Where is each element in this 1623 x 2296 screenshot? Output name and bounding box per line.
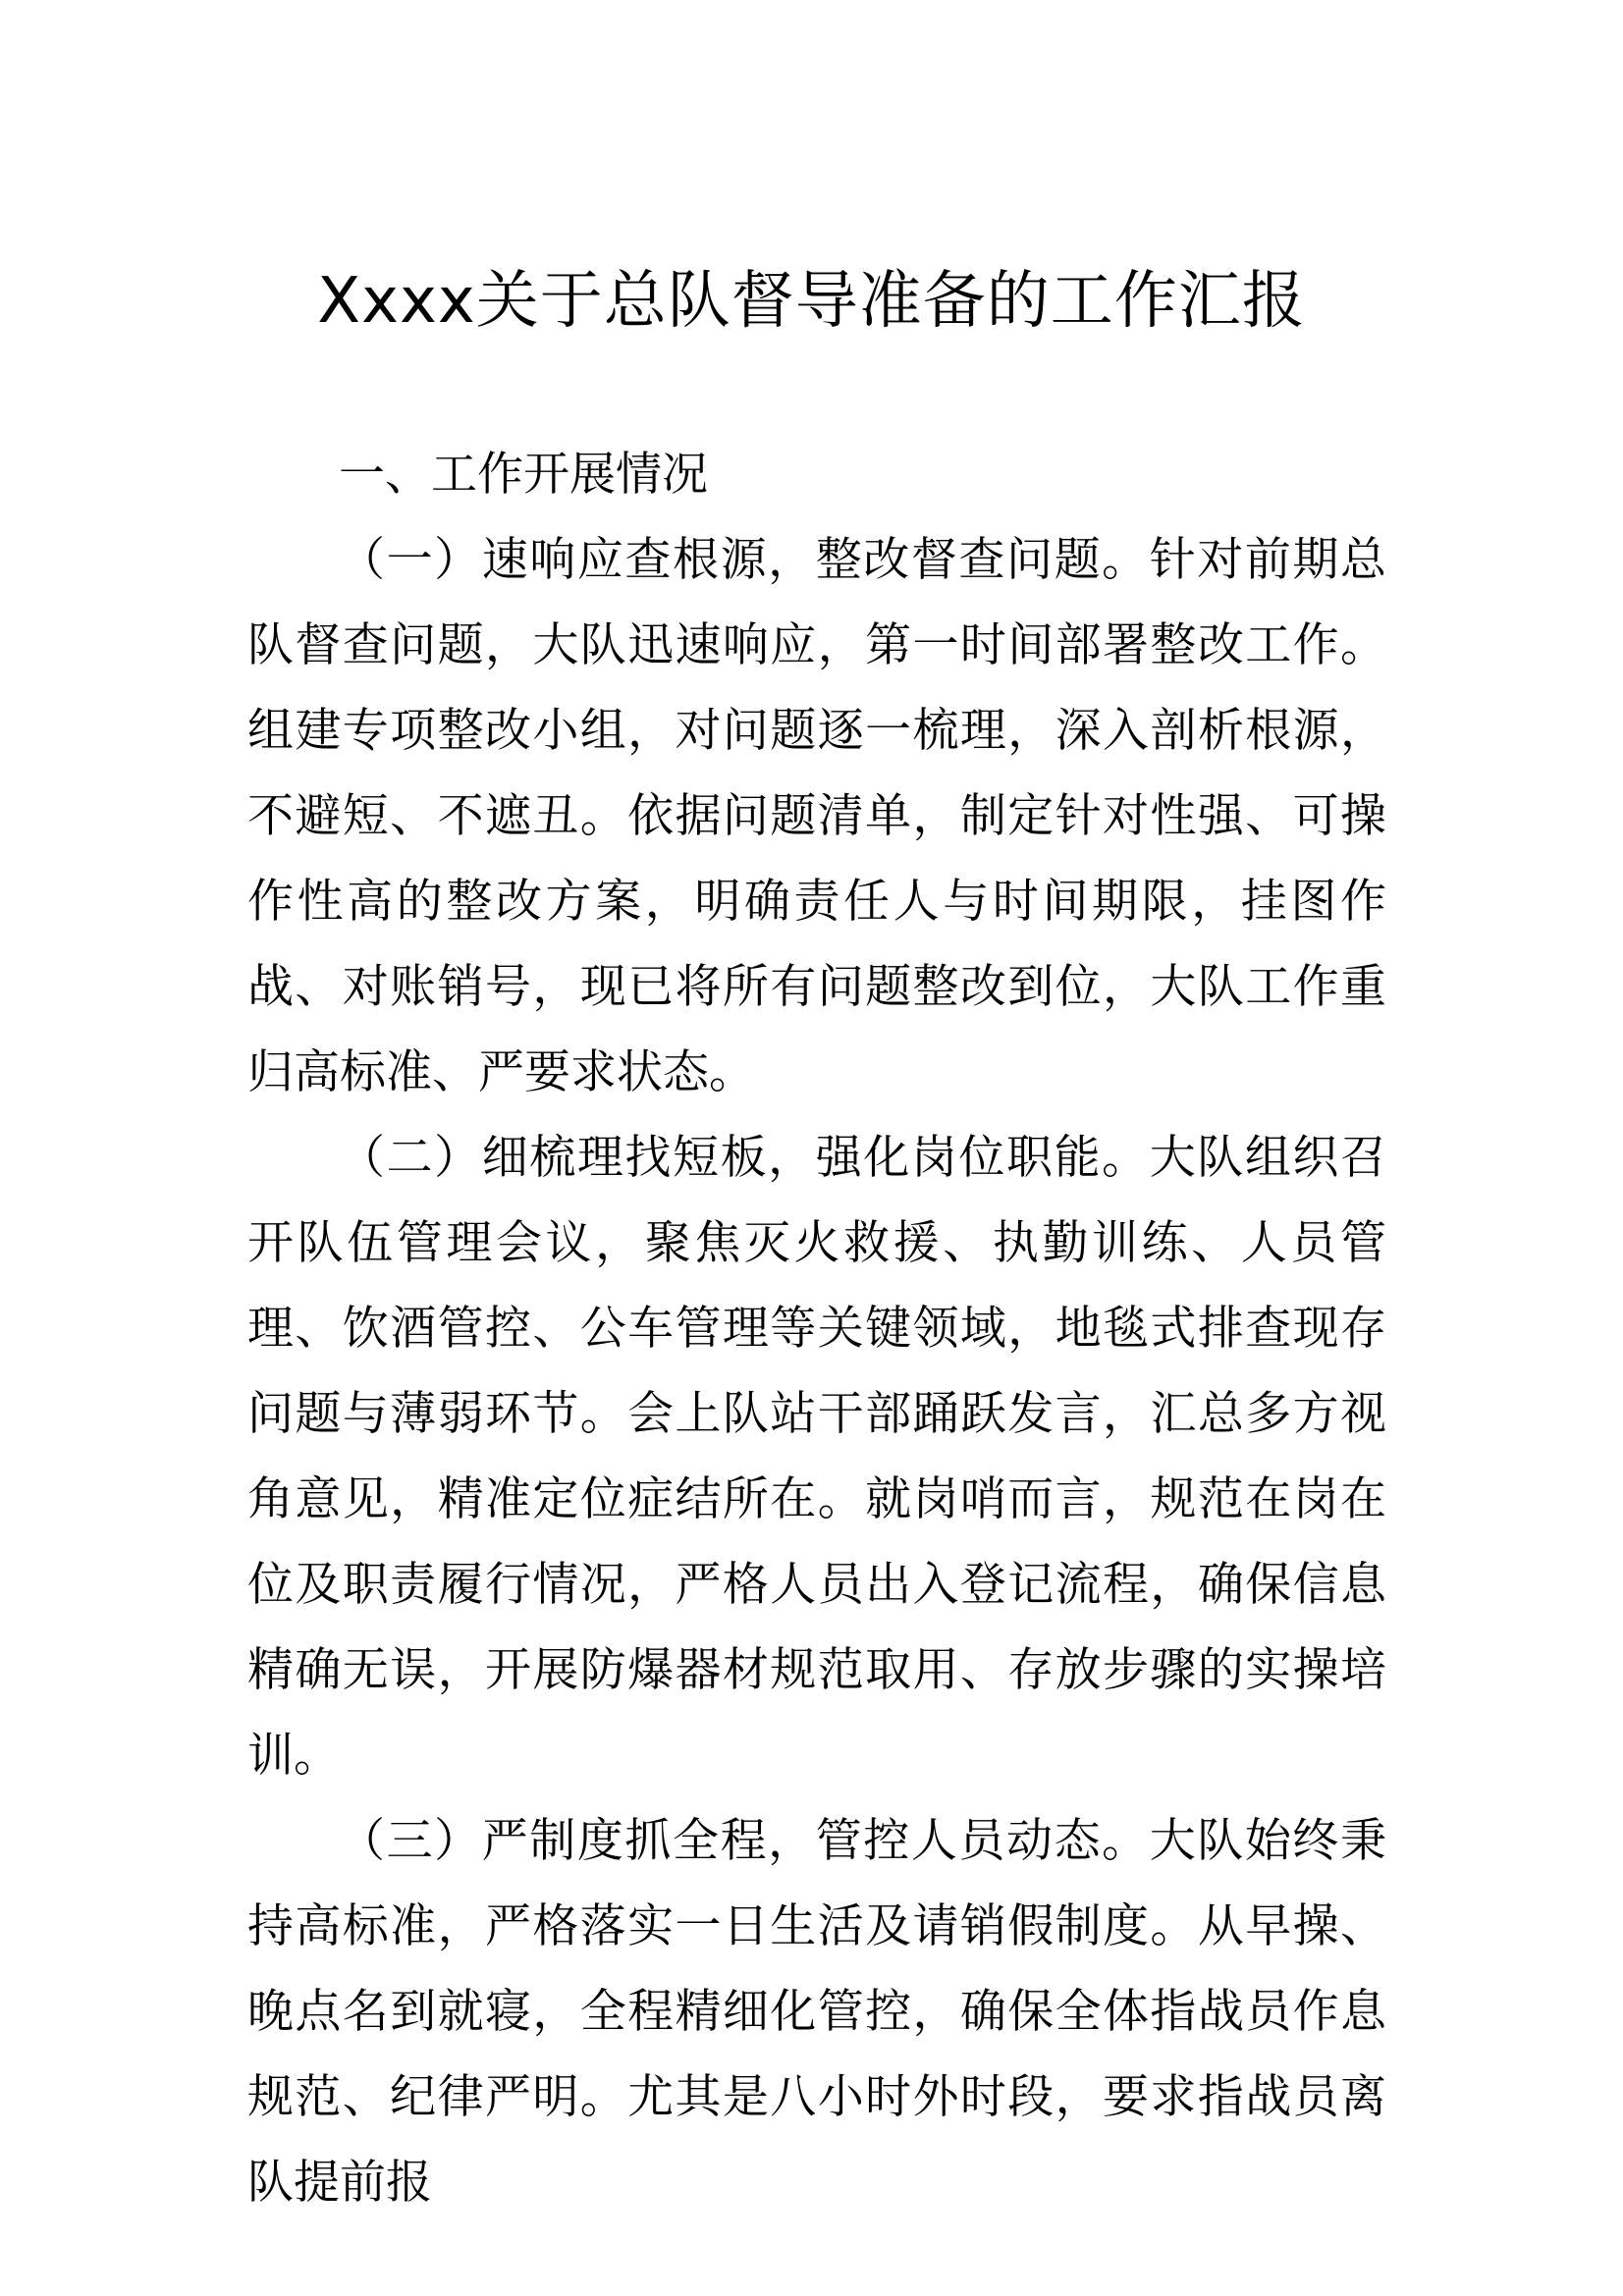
paragraph-1: （一）速响应查根源，整改督查问题。针对前期总队督查问题，大队迅速响应，第一时间部署整改工作。组建专项整改小组，对问题逐一梳理，深入剖析根源，不避短、不遮丑。依据问题清单，制定针对性强、可操作性高的整改方案，明确责任人与时间期限，挂图作战、对账销号，现已将所有问题整改到位，大队工作重归高标准、严要求状态。	[247, 533, 1386, 1099]
paragraph-2: （二）细梳理找短板，强化岗位职能。大队组织召开队伍管理会议，聚焦灭火救援、执勤训练、人员管理、饮酒管控、公车管理等关键领域，地毯式排查现存问题与薄弱环节。会上队站干部踊跃发言，汇总多方视角意见，精准定位症结所在。就岗哨而言，规范在岗在位及职责履行情况，严格人员出入登记流程，确保信息精确无误，开展防爆器材规范取用、存放步骤的实操培训。	[247, 1131, 1386, 1783]
document-body	[247, 432, 1386, 2225]
section-heading: 一、工作开展情况	[339, 448, 708, 502]
paragraph-3: （三）严制度抓全程，管控人员动态。大队始终秉持高标准，严格落实一日生活及请销假制度。从早操、晚点名到就寝，全程精细化管控，确保全体指战员作息规范、纪律严明。尤其是八小时外时段，要求指战员离队提前报	[247, 1814, 1386, 2210]
document-title: Xxxx关于总队督导准备的工作汇报	[317, 265, 1306, 338]
